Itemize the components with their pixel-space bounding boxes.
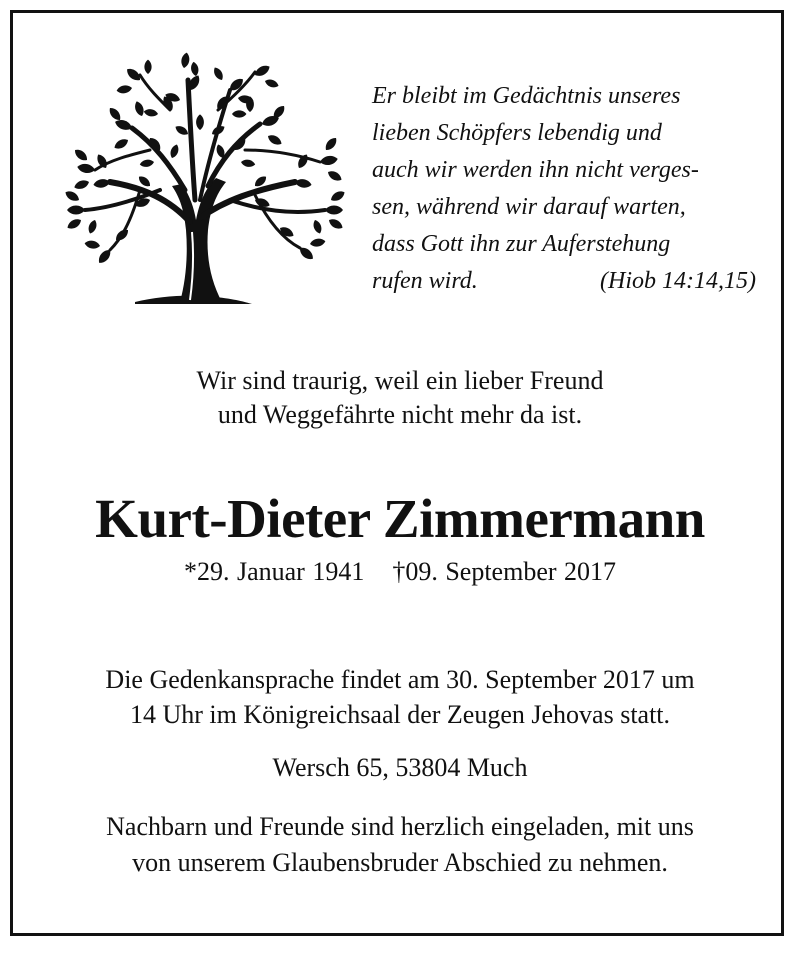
mourning-message <box>0 364 800 432</box>
deceased-name: Kurt-Dieter Zimmermann <box>95 488 705 549</box>
verse-line-6-text: rufen wird. <box>372 268 478 294</box>
mourning-line-2: und Weggefährte nicht mehr da ist. <box>217 400 583 429</box>
tree-icon <box>40 50 345 312</box>
verse-line-2: lieben Schöpfers lebendig und <box>372 120 662 146</box>
verse-line-1: Er bleibt im Gedächtnis unseres <box>372 83 681 109</box>
memorial-line-1: Die Gedenkansprache findet am 30. September 2017 um <box>105 665 695 694</box>
memorial-announcement <box>0 662 800 732</box>
verse-reference: (Hiob 14:14,15) <box>600 268 756 294</box>
verse-line-3: auch wir werden ihn nicht verges- <box>372 157 699 183</box>
verse-line-5: dass Gott ihn zur Auferstehung <box>372 231 671 257</box>
verse-line-4: sen, während wir darauf warten, <box>372 194 686 220</box>
venue-address: Wersch 65, 53804 Much <box>272 753 528 782</box>
invitation-line-2: von unserem Glaubensbruder Abschied zu nehmen. <box>132 848 668 877</box>
life-dates <box>0 555 800 589</box>
invitation-line-1: Nachbarn und Freunde sind herzlich eingeladen, mit uns <box>106 812 694 841</box>
bible-verse <box>372 78 762 300</box>
mourning-line-1: Wir sind traurig, weil ein lieber Freund <box>196 366 604 395</box>
memorial-line-2: 14 Uhr im Königreichsaal der Zeugen Jehovas statt. <box>129 700 671 729</box>
verse-line-6 <box>372 263 762 300</box>
death-date: †09. September 2017 <box>392 557 617 586</box>
birth-date: *29. Januar 1941 <box>183 557 365 586</box>
invitation-text <box>0 809 800 881</box>
